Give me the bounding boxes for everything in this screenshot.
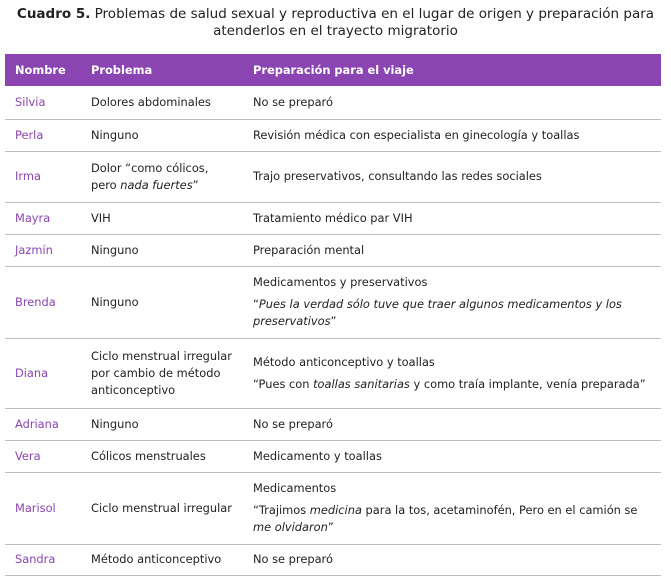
quote-italic: me olvidaron bbox=[253, 520, 328, 534]
problem-text: pero bbox=[91, 177, 121, 192]
quote-mark: ” bbox=[330, 314, 337, 328]
cell-name: Perla bbox=[5, 119, 81, 151]
prep-quote bbox=[253, 376, 655, 393]
cell-prep bbox=[243, 472, 661, 544]
table-row bbox=[5, 119, 661, 151]
table-row bbox=[5, 440, 661, 472]
cell-prep: Trajo preservativos, consultando las redes sociales bbox=[243, 151, 661, 202]
cell-prep: No se preparó bbox=[243, 408, 661, 440]
cell-problem bbox=[81, 151, 243, 202]
prep-quote bbox=[253, 296, 655, 330]
quote-text: para la tos, acetaminofén, Pero en el camión se bbox=[361, 503, 638, 517]
quote-mark: ” bbox=[327, 520, 334, 534]
cell-problem: Ninguno bbox=[81, 234, 243, 266]
cell-prep bbox=[243, 338, 661, 408]
table-row bbox=[5, 408, 661, 440]
table-row bbox=[5, 544, 661, 575]
cell-name: Diana bbox=[5, 338, 81, 408]
cell-name: Mayra bbox=[5, 202, 81, 234]
quote-text: y como traía implante, venía preparada” bbox=[409, 376, 646, 391]
cell-name: Silvia bbox=[5, 86, 81, 119]
cell-problem: Ninguno bbox=[81, 119, 243, 151]
table-caption bbox=[16, 0, 656, 40]
caption-line2: atenderlos en el trayecto migratorio bbox=[213, 23, 458, 39]
cell-prep: Medicamento y toallas bbox=[243, 440, 661, 472]
cell-name: Irma bbox=[5, 151, 81, 202]
caption-line1: Problemas de salud sexual y reproductiva en el lugar de origen y preparación para bbox=[90, 6, 655, 22]
cell-name: Brenda bbox=[5, 266, 81, 338]
problem-italic: nada fuertes bbox=[120, 177, 193, 192]
table-body bbox=[5, 86, 661, 575]
quote-italic: toallas sanitarias bbox=[313, 376, 410, 391]
problem-text: Dolor “como cólicos, bbox=[91, 160, 209, 175]
cell-prep: No se preparó bbox=[243, 86, 661, 119]
cell-name: Vera bbox=[5, 440, 81, 472]
prep-text: Medicamentos bbox=[253, 481, 337, 495]
cell-prep bbox=[243, 266, 661, 338]
table-header bbox=[5, 54, 661, 86]
cell-problem: Cólicos menstruales bbox=[81, 440, 243, 472]
cell-name: Jazmín bbox=[5, 234, 81, 266]
quote-text: “Trajimos bbox=[253, 503, 310, 517]
cell-name: Adriana bbox=[5, 408, 81, 440]
cell-prep: Revisión médica con especialista en ginecología y toallas bbox=[243, 119, 661, 151]
cell-prep: Preparación mental bbox=[243, 234, 661, 266]
table-row bbox=[5, 472, 661, 544]
table-row bbox=[5, 234, 661, 266]
caption-label: Cuadro 5. bbox=[16, 6, 91, 22]
cell-prep: No se preparó bbox=[243, 544, 661, 575]
data-table bbox=[5, 54, 661, 576]
cell-name: Marisol bbox=[5, 472, 81, 544]
cell-problem: Dolores abdominales bbox=[81, 86, 243, 119]
prep-text: Método anticonceptivo y toallas bbox=[253, 354, 435, 369]
quote-text: “Pues con bbox=[253, 376, 314, 391]
prep-text: Medicamentos y preservativos bbox=[253, 275, 428, 289]
cell-problem: Método anticonceptivo bbox=[81, 544, 243, 575]
quote-italic: medicina bbox=[309, 503, 362, 517]
cell-name: Sandra bbox=[5, 544, 81, 575]
cell-prep: Tratamiento médico par VIH bbox=[243, 202, 661, 234]
cell-problem: Ciclo menstrual irregular por cambio de método anticonceptivo bbox=[81, 338, 243, 408]
prep-quote bbox=[253, 502, 655, 536]
problem-text: ” bbox=[192, 177, 199, 192]
table-row bbox=[5, 202, 661, 234]
header-preparacion: Preparación para el viaje bbox=[243, 54, 661, 86]
table-row bbox=[5, 151, 661, 202]
cell-problem: VIH bbox=[81, 202, 243, 234]
table-row bbox=[5, 338, 661, 408]
cell-problem: Ninguno bbox=[81, 408, 243, 440]
cell-problem: Ciclo menstrual irregular bbox=[81, 472, 243, 544]
table-row bbox=[5, 86, 661, 119]
header-row bbox=[5, 54, 661, 86]
header-nombre: Nombre bbox=[5, 54, 81, 86]
quote-mark: “ bbox=[253, 297, 259, 311]
quote-italic: Pues la verdad sólo tuve que traer algunos medicamentos y los preservativos bbox=[253, 297, 622, 328]
header-problema: Problema bbox=[81, 54, 243, 86]
cell-problem: Ninguno bbox=[81, 266, 243, 338]
table-row bbox=[5, 266, 661, 338]
